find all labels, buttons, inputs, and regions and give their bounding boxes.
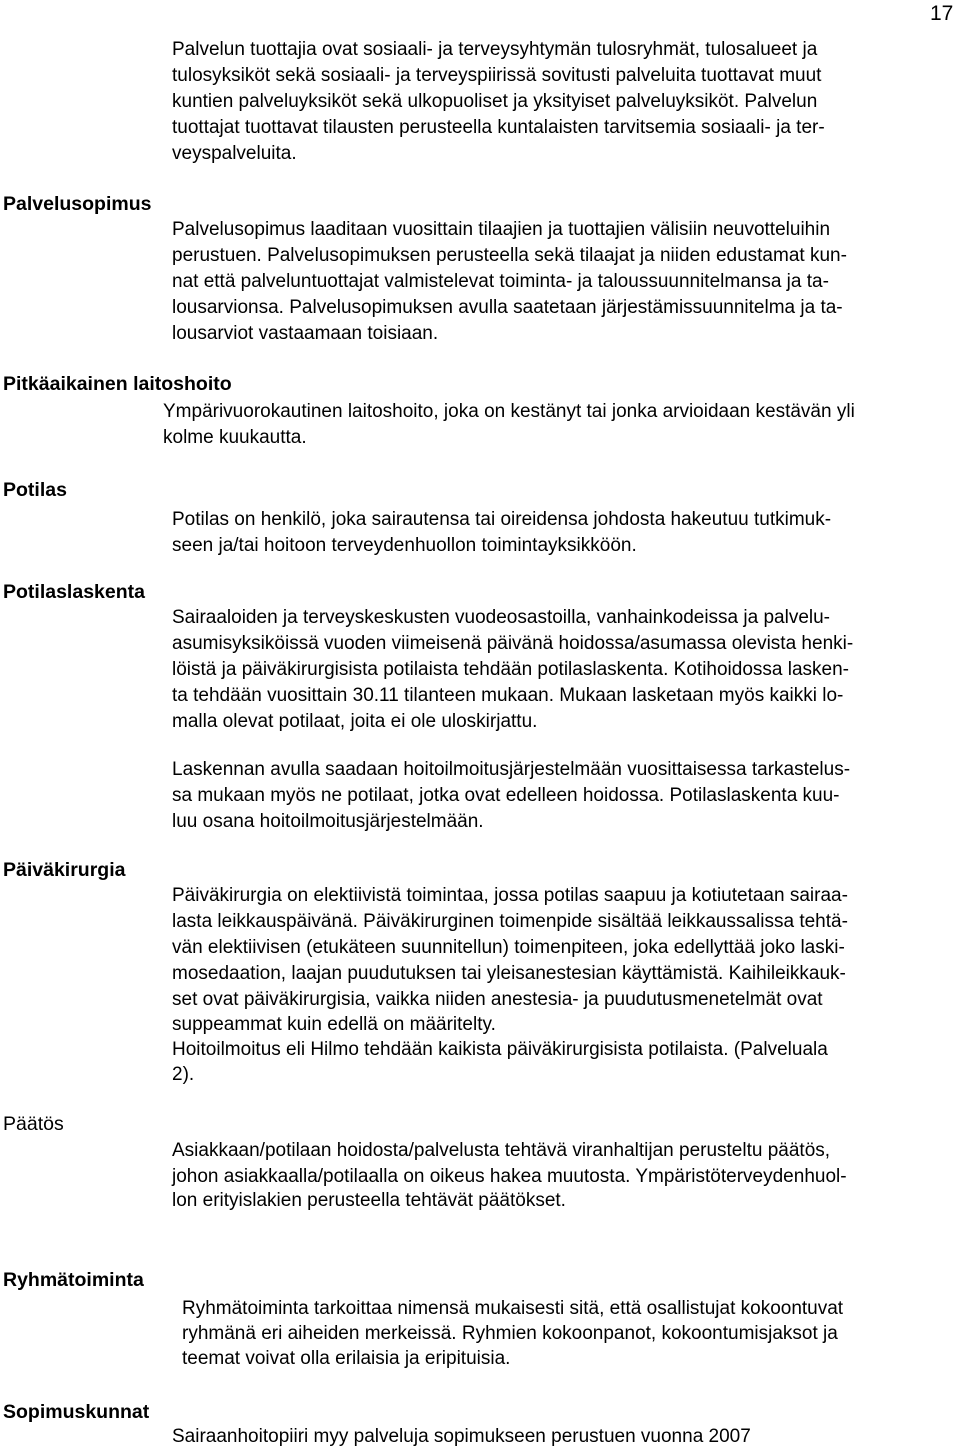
- term-palvelusopimus: Palvelusopimus: [3, 193, 152, 215]
- definition-line: teemat voivat olla erilaisia ja eripituisia.: [182, 1348, 511, 1369]
- term-paatos: Päätös: [3, 1113, 64, 1135]
- definition-line: johon asiakkaalla/potilaalla on oikeus hakea muutosta. Ympäristöterveydenhuol-: [172, 1166, 847, 1187]
- definition-line: nat että palveluntuottajat valmistelevat toiminta- ja taloussuunnitelmansa ja ta-: [172, 271, 829, 292]
- term-ryhmatoiminta: Ryhmätoiminta: [3, 1269, 144, 1291]
- term-potilas: Potilas: [3, 479, 67, 501]
- intro-line: kuntien palveluyksiköt sekä ulkopuoliset ja yksityiset palveluyksiköt. Palvelun: [172, 91, 818, 112]
- definition-line: set ovat päiväkirurgisia, vaikka niiden anestesia- ja puudutusmenetelmät ovat: [172, 989, 823, 1010]
- definition-line: Asiakkaan/potilaan hoidosta/palvelusta tehtävä viranhaltijan perusteltu päätös,: [172, 1140, 831, 1161]
- definition-line: ta tehdään vuosittain 30.11 tilanteen mukaan. Mukaan lasketaan myös kaikki lo-: [172, 685, 844, 706]
- intro-line: tuottajat tuottavat tilausten perusteella kuntalaisten tarvitsemia sosiaali- ja ter-: [172, 117, 825, 138]
- term-sopimuskunnat: Sopimuskunnat: [3, 1401, 150, 1423]
- definition-line: lon erityislakien perusteella tehtävät päätökset.: [172, 1190, 566, 1211]
- definition-line: lousarvionsa. Palvelusopimuksen avulla saatetaan järjestämissuunnitelma ja ta-: [172, 297, 843, 318]
- definition-line: luu osana hoitoilmoitusjärjestelmään.: [172, 811, 484, 832]
- definition-line: Potilas on henkilö, joka sairautensa tai oireidensa johdosta hakeutuu tutkimuk-: [172, 509, 832, 530]
- definition-line: Laskennan avulla saadaan hoitoilmoitusjärjestelmään vuosittaisessa tarkastelus-: [172, 759, 851, 780]
- definition-line: seen ja/tai hoitoon terveydenhuollon toimintayksikköön.: [172, 535, 637, 556]
- definition-line: 2).: [172, 1064, 195, 1085]
- definition-line: suppeammat kuin edellä on määritelty.: [172, 1014, 496, 1035]
- definition-line: perustuen. Palvelusopimuksen perusteella sekä tilaajat ja niiden edustamat kun-: [172, 245, 847, 266]
- definition-line: Sairaaloiden ja terveyskeskusten vuodeosastoilla, vanhainkodeissa ja palvelu-: [172, 607, 831, 628]
- definition-line: lousarviot vastaamaan toisiaan.: [172, 323, 439, 344]
- intro-line: tulosyksiköt sekä sosiaali- ja terveyspiirissä sovitusti palveluita tuottavat muut: [172, 65, 822, 86]
- definition-line: Ryhmätoiminta tarkoittaa nimensä mukaisesti sitä, että osallistujat kokoontuvat: [182, 1298, 844, 1319]
- intro-line: veyspalveluita.: [172, 143, 297, 164]
- definition-line: asumisyksiköissä vuoden viimeisenä päivänä hoidossa/asumassa olevista henki-: [172, 633, 854, 654]
- term-potilaslaskenta: Potilaslaskenta: [3, 581, 145, 603]
- definition-line: ryhmänä eri aiheiden merkeissä. Ryhmien kokoonpanot, kokoontumisjaksot ja: [182, 1323, 838, 1344]
- term-paivakirurgia: Päiväkirurgia: [3, 859, 126, 881]
- definition-line: Päiväkirurgia on elektiivistä toimintaa, jossa potilas saapuu ja kotiutetaan sairaa-: [172, 885, 848, 906]
- definition-line: kolme kuukautta.: [163, 427, 307, 448]
- definition-line: mosedaation, laajan puudutuksen tai yleisanestesian käyttämistä. Kaihileikkauk-: [172, 963, 846, 984]
- intro-line: Palvelun tuottajia ovat sosiaali- ja terveysyhtymän tulosryhmät, tulosalueet ja: [172, 39, 818, 60]
- definition-line: löistä ja päiväkirurgisista potilaista tehdään potilaslaskenta. Kotihoidossa lasken-: [172, 659, 849, 680]
- definition-line: Sairaanhoitopiiri myy palveluja sopimukseen perustuen vuonna 2007: [172, 1426, 751, 1447]
- definition-line: lasta leikkauspäivänä. Päiväkirurginen toimenpide sisältää leikkaussalissa tehtä-: [172, 911, 848, 932]
- definition-line: Ympärivuorokautinen laitoshoito, joka on kestänyt tai jonka arvioidaan kestävän yli: [163, 401, 855, 422]
- term-pitkaaikainen-laitoshoito: Pitkäaikainen laitoshoito: [3, 373, 232, 395]
- definition-line: sa mukaan myös ne potilaat, jotka ovat edelleen hoidossa. Potilaslaskenta kuu-: [172, 785, 840, 806]
- definition-line: vän elektiivisen (etukäteen suunnitellun) toimenpiteen, joka edellyttää joko laski-: [172, 937, 845, 958]
- definition-line: Hoitoilmoitus eli Hilmo tehdään kaikista päiväkirurgisista potilaista. (Palveluala: [172, 1039, 828, 1060]
- page-number: 17: [930, 2, 954, 25]
- definition-line: malla olevat potilaat, joita ei ole uloskirjattu.: [172, 711, 538, 732]
- definition-line: Palvelusopimus laaditaan vuosittain tilaajien ja tuottajien välisiin neuvotteluihin: [172, 219, 831, 240]
